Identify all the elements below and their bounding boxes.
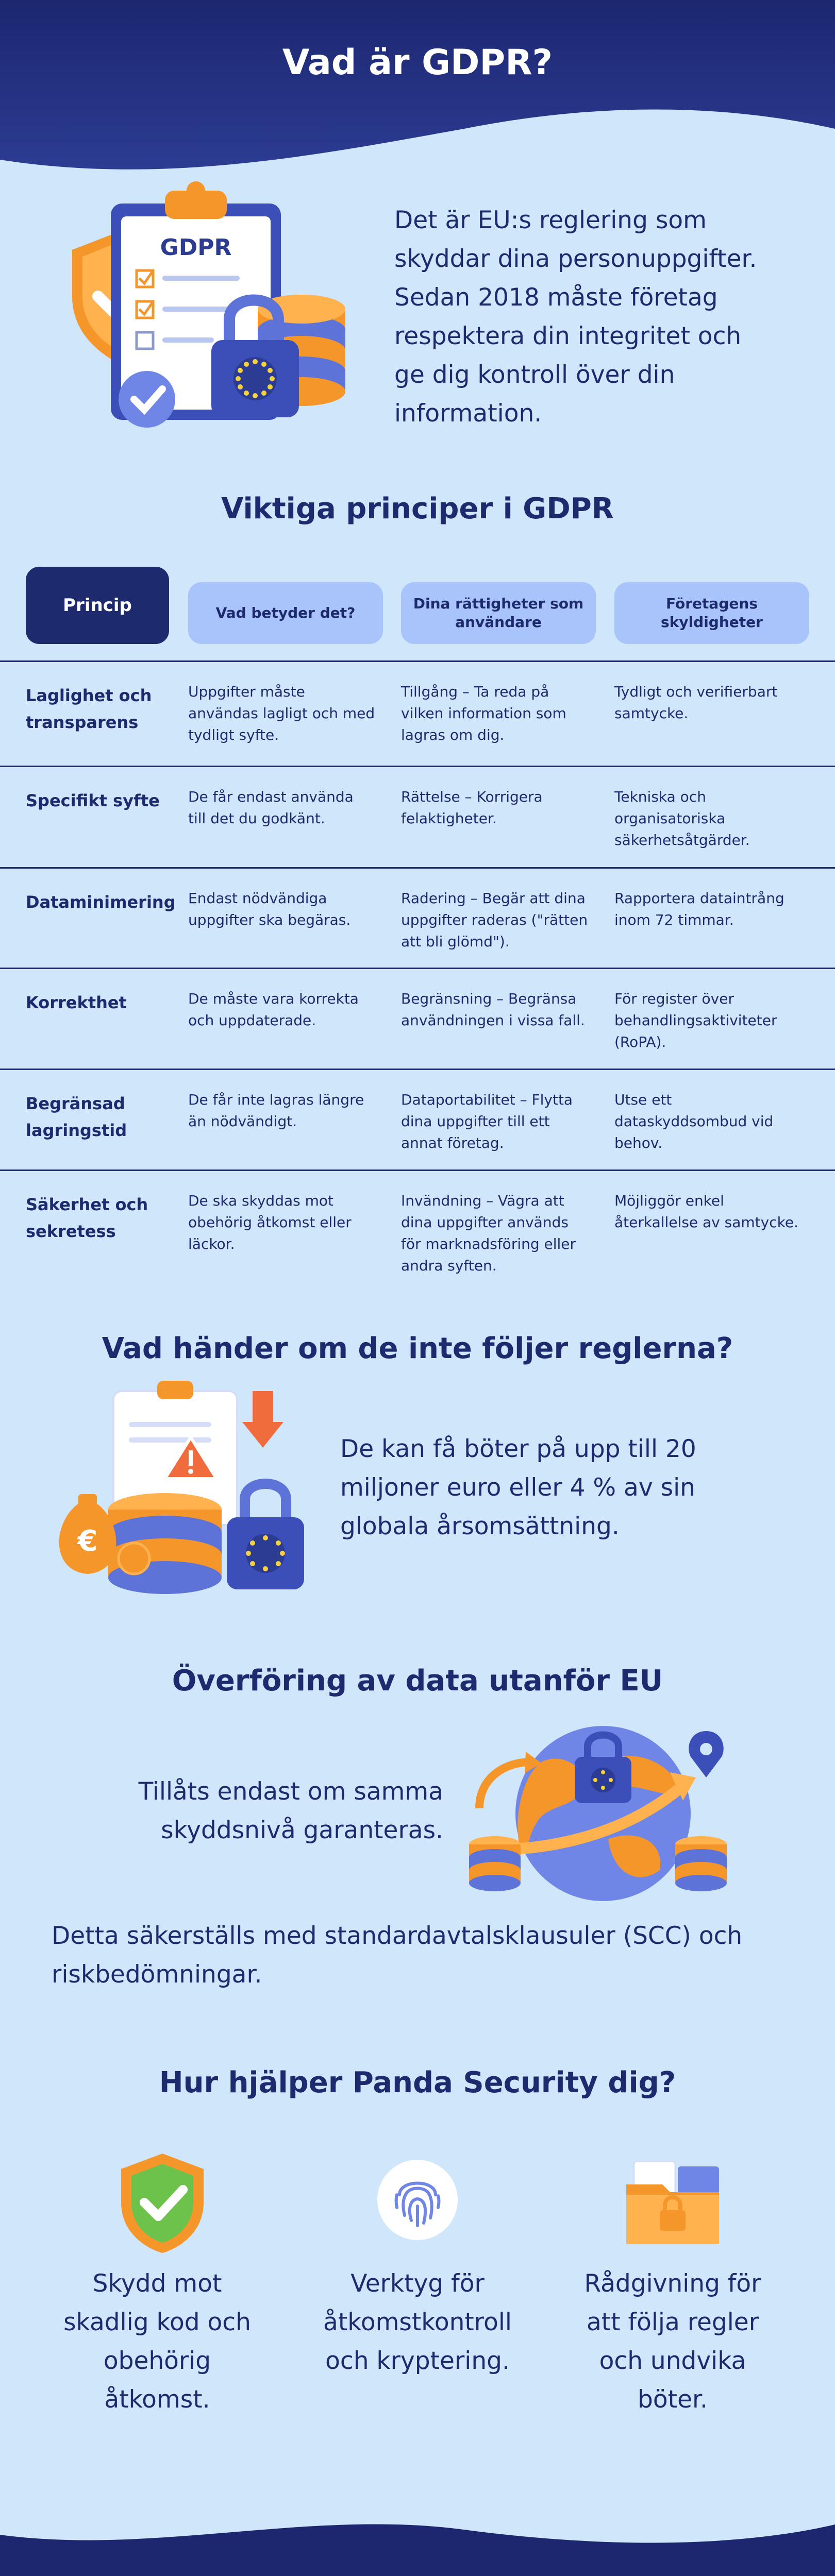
table-cell-line: Radering – Begär att dina	[401, 890, 586, 907]
table-cell-line: Begränsning – Begränsa	[401, 990, 577, 1007]
gdpr-badge-text: GDPR	[160, 234, 232, 261]
gdpr-clipboard-illustration	[21, 170, 381, 448]
fines-line: miljoner euro eller 4 % av sin	[340, 1473, 695, 1502]
table-cell-line: Utse ett	[614, 1091, 672, 1108]
table-cell-line: Möjliggör enkel	[614, 1192, 724, 1209]
table-row-divider	[0, 867, 835, 869]
table-cell-name	[26, 1090, 180, 1144]
table-cell-line: Korrekthet	[26, 993, 127, 1012]
table-cell-line: behov.	[614, 1134, 663, 1151]
feature-line: åtkomst.	[104, 2385, 210, 2414]
feature-line: obehörig	[103, 2347, 211, 2375]
table-cell-duties	[614, 1089, 821, 1154]
transfer-note	[52, 1917, 799, 1994]
table-cell-line: De ska skyddas mot	[188, 1192, 334, 1209]
table-cell-meaning	[188, 988, 394, 1031]
table-cell-line: användningen i vissa fall.	[401, 1012, 585, 1029]
table-header-rights	[401, 582, 596, 644]
table-cell-line: andra syften.	[401, 1257, 497, 1274]
table-cell-line: lagras om dig.	[401, 726, 505, 743]
table-header-duties	[614, 582, 809, 644]
folder-lock-icon	[621, 2156, 724, 2249]
feature-line: Rådgivning för	[584, 2269, 761, 2298]
header-wave	[0, 0, 835, 185]
table-cell-duties	[614, 1190, 821, 1233]
table-cell-line: Invändning – Vägra att	[401, 1192, 564, 1209]
table-cell-line: felaktigheter.	[401, 810, 497, 827]
table-cell-line: Tekniska och	[614, 788, 706, 805]
table-cell-line: behandlingsaktiviteter	[614, 1012, 777, 1029]
table-cell-line: tydligt syfte.	[188, 726, 279, 743]
feature-line: och kryptering.	[325, 2347, 510, 2375]
intro-text	[394, 201, 817, 433]
table-cell-rights	[401, 681, 607, 746]
table-cell-line: att bli glömd").	[401, 933, 510, 950]
globe-transfer-illustration	[464, 1721, 742, 1906]
svg-text:€: €	[77, 1524, 98, 1558]
table-cell-line: Begränsad	[26, 1094, 125, 1113]
table-cell-meaning	[188, 888, 394, 931]
header-banner	[0, 0, 835, 185]
table-cell-line: dina uppgifter används	[401, 1214, 569, 1231]
fines-title: Vad händer om de inte följer reglerna?	[102, 1332, 733, 1365]
shield-check-icon	[116, 2151, 209, 2254]
table-cell-line: obehörig åtkomst eller	[188, 1214, 352, 1231]
fingerprint-icon	[376, 2159, 459, 2241]
table-cell-line: organisatoriska	[614, 810, 726, 827]
header-label: användare	[455, 614, 542, 631]
intro-line: ge dig kontroll över din	[394, 361, 675, 389]
table-cell-name	[26, 889, 180, 916]
fines-illustration	[46, 1381, 325, 1597]
intro-line: skyddar dina personuppgifter.	[394, 245, 757, 273]
table-cell-line: Rapportera dataintrång	[614, 890, 784, 907]
transfer-text	[52, 1772, 443, 1850]
table-cell-line: dataskyddsombud vid	[614, 1113, 774, 1130]
table-cell-name	[26, 682, 180, 736]
table-cell-line: Endast nödvändiga	[188, 890, 327, 907]
table-cell-line: och uppdaterade.	[188, 1012, 316, 1029]
table-cell-line: Tillgång – Ta reda på	[401, 683, 549, 700]
table-cell-line: De får endast använda	[188, 788, 354, 805]
table-cell-rights	[401, 1089, 607, 1154]
table-cell-duties	[614, 988, 821, 1053]
header-label: Dina rättigheter som	[413, 595, 584, 612]
transfer-note-line: Detta säkerställs med standardavtalsklausuler (SCC) och	[52, 1922, 743, 1950]
table-cell-line: Laglighet och	[26, 686, 152, 705]
table-cell-duties	[614, 786, 821, 851]
principles-title: Viktiga principer i GDPR	[221, 492, 614, 526]
intro-line: Det är EU:s reglering som	[394, 206, 707, 234]
transfer-line: skyddsnivå garanteras.	[161, 1816, 443, 1844]
table-cell-line: Specifikt syfte	[26, 791, 160, 810]
table-row-divider	[0, 766, 835, 767]
table-row-divider	[0, 660, 835, 662]
table-cell-line: för marknadsföring eller	[401, 1235, 576, 1252]
table-cell-duties	[614, 888, 821, 931]
transfer-line: Tillåts endast om samma	[138, 1777, 443, 1806]
panda-feature-compliance	[559, 2264, 786, 2419]
table-row-divider	[0, 1069, 835, 1070]
transfer-title: Överföring av data utanför EU	[172, 1664, 663, 1698]
table-cell-name	[26, 989, 180, 1016]
table-cell-line: Uppgifter måste	[188, 683, 305, 700]
table-cell-name	[26, 1191, 180, 1245]
feature-line: böter.	[638, 2385, 708, 2414]
table-cell-line: transparens	[26, 713, 139, 732]
table-cell-line: uppgifter ska begäras.	[188, 911, 351, 928]
table-cell-line: än nödvändigt.	[188, 1113, 297, 1130]
table-row-divider	[0, 968, 835, 969]
table-cell-line: inom 72 timmar.	[614, 911, 734, 928]
fines-line: globala årsomsättning.	[340, 1512, 620, 1540]
table-row-divider	[0, 1170, 835, 1171]
fines-line: De kan få böter på upp till 20	[340, 1435, 696, 1463]
feature-line: att följa regler	[586, 2308, 759, 2336]
panda-feature-access-control	[304, 2264, 531, 2380]
header-label: Vad betyder det?	[215, 604, 356, 621]
table-cell-line: För register över	[614, 990, 734, 1007]
feature-line: Skydd mot	[92, 2269, 222, 2298]
intro-line: Sedan 2018 måste företag	[394, 283, 718, 312]
feature-line: och undvika	[599, 2347, 746, 2375]
table-cell-name	[26, 787, 180, 814]
table-cell-line: De får inte lagras längre	[188, 1091, 364, 1108]
table-cell-meaning	[188, 681, 394, 746]
header-label: Företagens	[666, 595, 758, 612]
table-cell-rights	[401, 888, 607, 953]
table-cell-line: Säkerhet och	[26, 1195, 148, 1214]
intro-line: respektera din integritet och	[394, 322, 742, 350]
table-cell-line: Dataportabilitet – Flytta	[401, 1091, 573, 1108]
header-label: Princip	[63, 595, 132, 616]
table-cell-line: återkallelse av samtycke.	[614, 1214, 798, 1231]
table-cell-line: samtycke.	[614, 705, 689, 722]
table-cell-line: till det du godkänt.	[188, 810, 325, 827]
feature-line: skadlig kod och	[63, 2308, 251, 2336]
table-cell-rights	[401, 988, 607, 1031]
table-cell-line: säkerhetsåtgärder.	[614, 832, 750, 849]
table-cell-line: Rättelse – Korrigera	[401, 788, 543, 805]
table-cell-line: (RoPA).	[614, 1033, 666, 1050]
footer-banner	[0, 2514, 835, 2576]
table-cell-rights	[401, 1190, 607, 1277]
table-cell-line: Tydligt och verifierbart	[614, 683, 778, 700]
table-cell-line: användas lagligt och med	[188, 705, 375, 722]
transfer-note-line: riskbedömningar.	[52, 1960, 262, 1989]
table-cell-duties	[614, 681, 821, 724]
table-header-principle	[26, 567, 169, 644]
table-cell-meaning	[188, 1089, 394, 1132]
table-header-meaning	[188, 582, 383, 644]
table-cell-line: dina uppgifter till ett	[401, 1113, 550, 1130]
table-cell-line: läckor.	[188, 1235, 235, 1252]
intro-line: information.	[394, 399, 542, 428]
table-cell-line: vilken information som	[401, 705, 566, 722]
table-cell-line: lagringstid	[26, 1121, 127, 1140]
table-cell-line: sekretess	[26, 1222, 116, 1241]
table-cell-line: uppgifter raderas ("rätten	[401, 911, 588, 928]
table-cell-line: Dataminimering	[26, 892, 176, 912]
table-cell-line: annat företag.	[401, 1134, 504, 1151]
table-cell-meaning	[188, 786, 394, 829]
feature-line: åtkomstkontroll	[323, 2308, 512, 2336]
panda-title: Hur hjälper Panda Security dig?	[159, 2066, 676, 2099]
fines-text	[340, 1430, 804, 1546]
table-cell-meaning	[188, 1190, 394, 1255]
table-cell-line: De måste vara korrekta	[188, 990, 359, 1007]
footer-wave	[0, 2514, 835, 2576]
page-title: Vad är GDPR?	[282, 42, 553, 83]
header-label: skyldigheter	[661, 614, 763, 631]
table-cell-rights	[401, 786, 607, 829]
feature-line: Verktyg för	[350, 2269, 485, 2298]
panda-feature-protection	[44, 2264, 271, 2419]
